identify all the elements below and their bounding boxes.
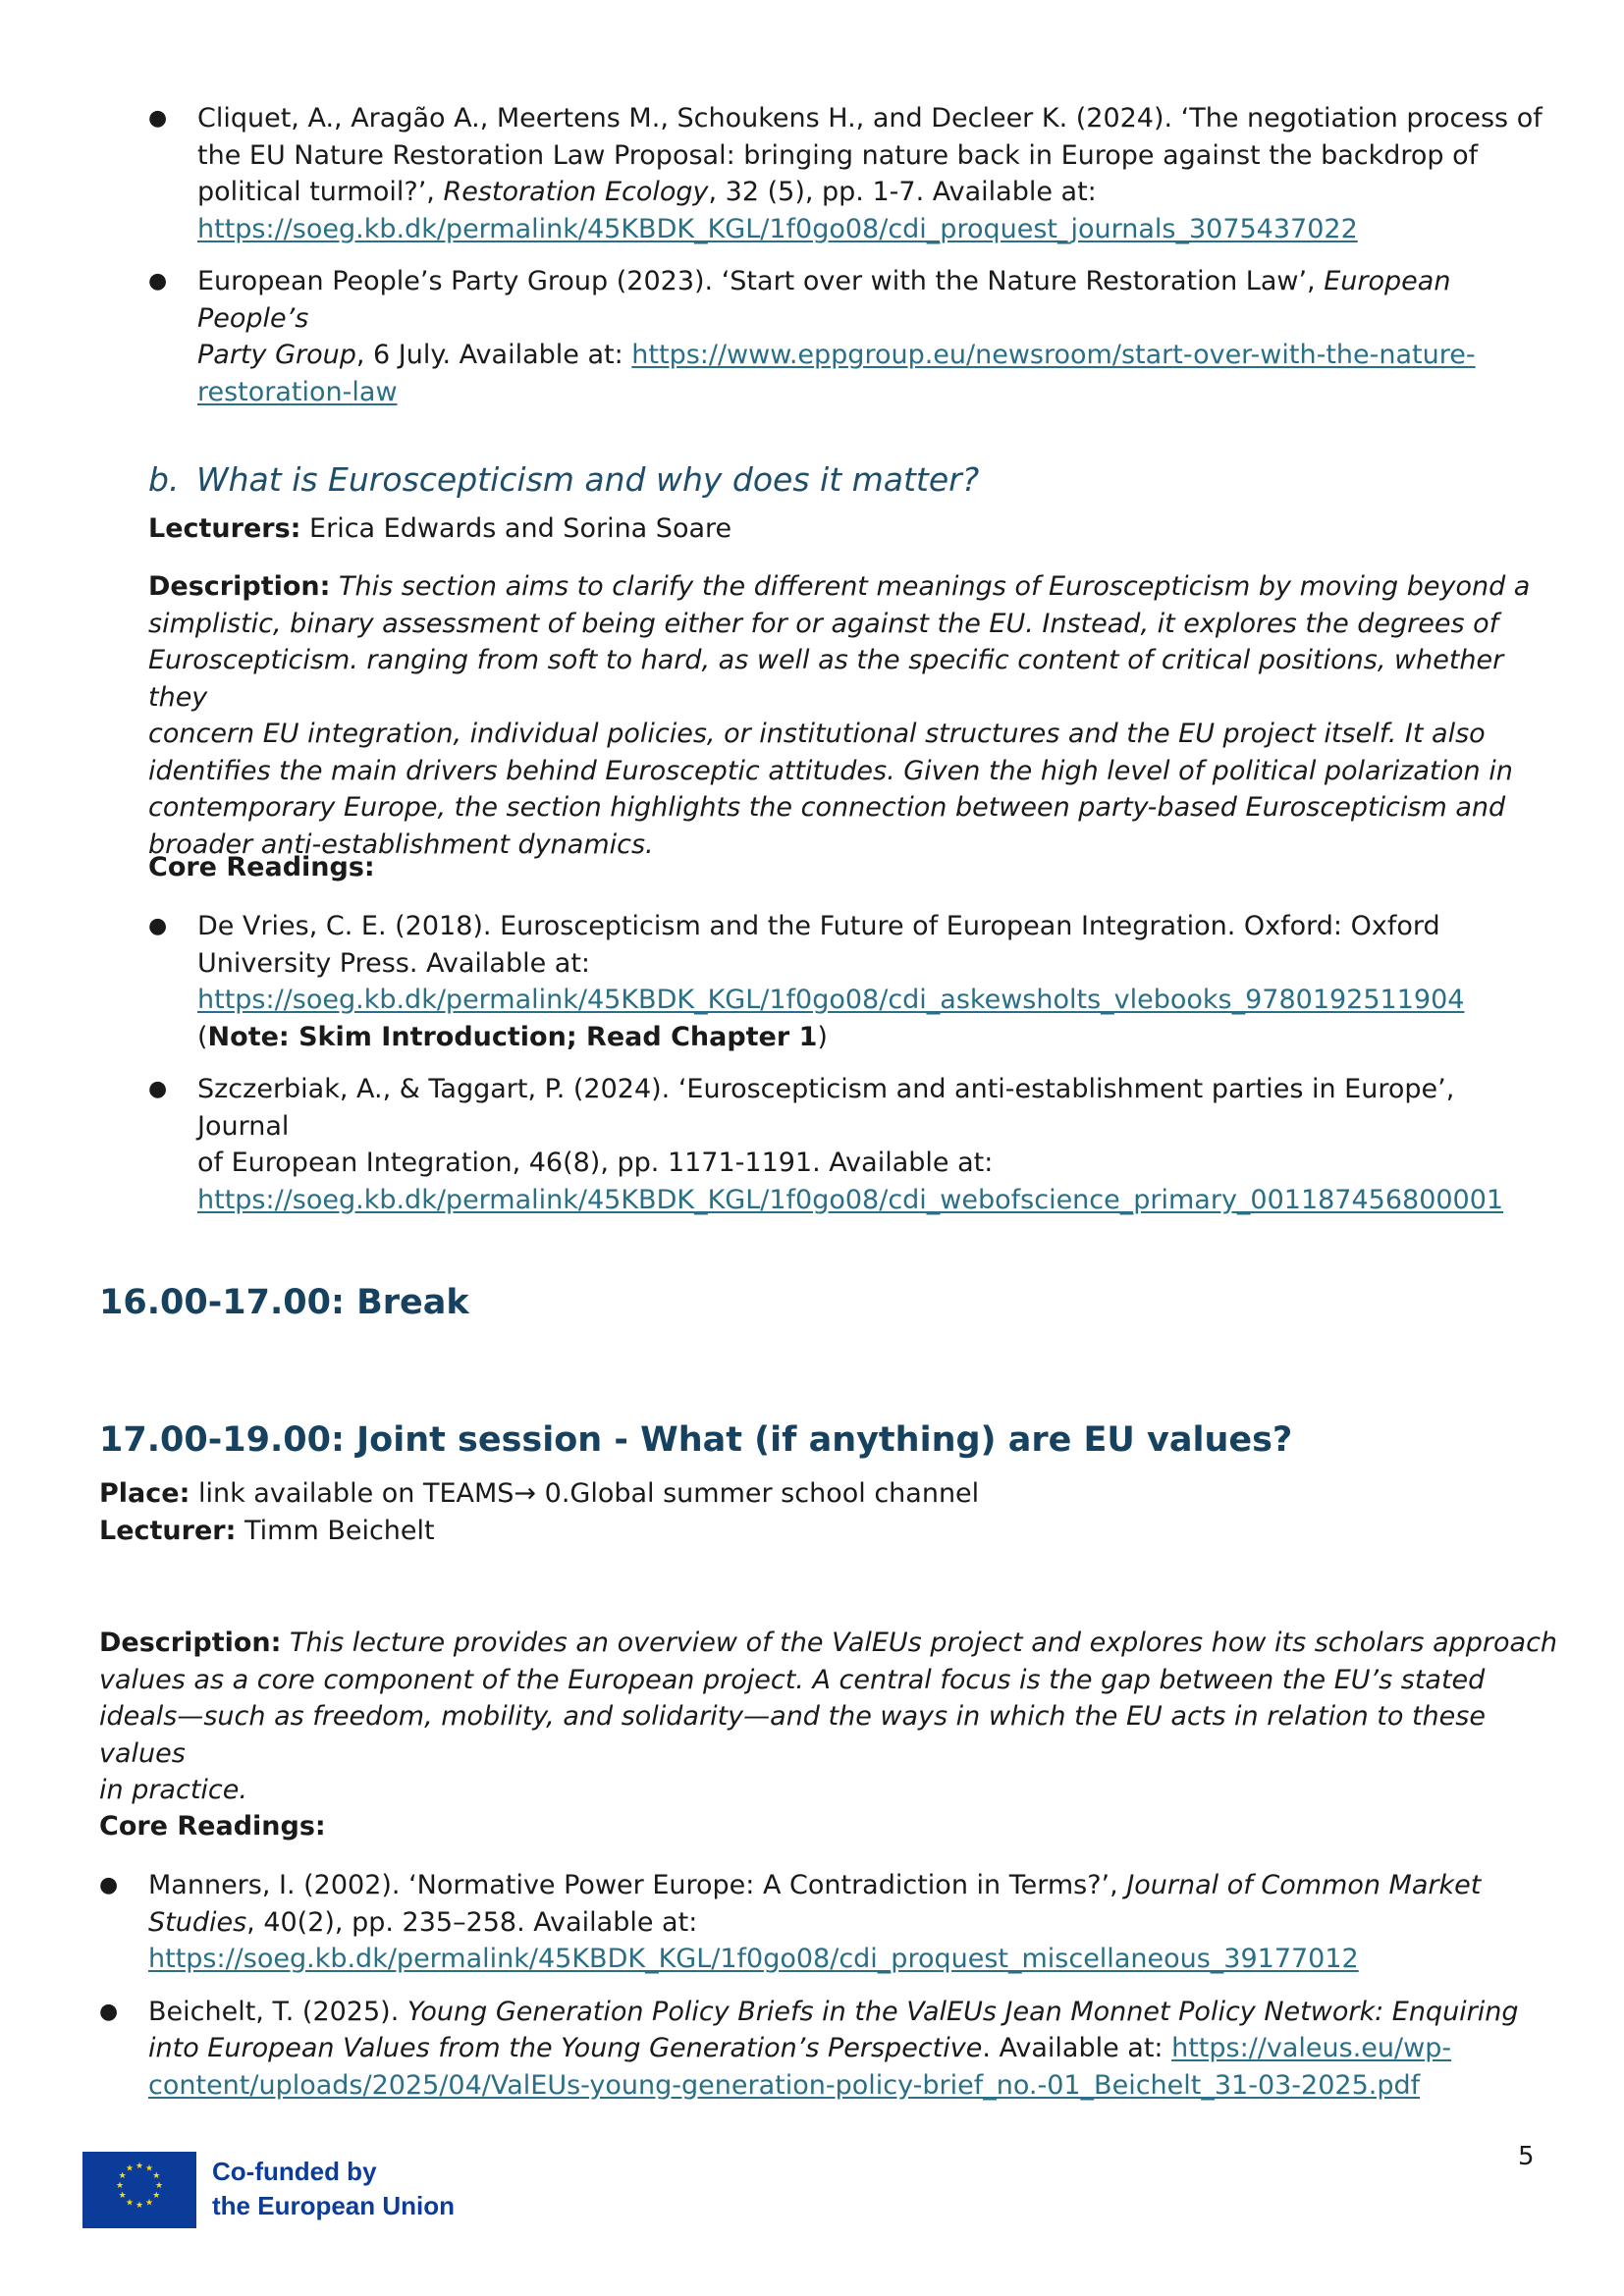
list-item: [99, 1994, 1543, 2105]
reference-link-continued[interactable]: content/uploads/2025/04/ValEUs-young-generation-policy-brief_no.-01_Beichelt_31-03-2025.pdf: [148, 2069, 1421, 2101]
svg-text:★: ★: [125, 2163, 135, 2174]
svg-text:★: ★: [144, 2163, 154, 2174]
joint-session-reading-list: [99, 1867, 1543, 2104]
break-heading: 16.00-17.00: Break: [99, 1283, 469, 1322]
bullet-icon: ●: [148, 1077, 168, 1101]
section-b-reading-list: [148, 908, 1543, 1218]
session-details: [99, 1475, 979, 1549]
joint-session-heading: 17.00-19.00: Joint session - What (if anything) are EU values?: [99, 1420, 1293, 1460]
reference-link[interactable]: https://soeg.kb.dk/permalink/45KBDK_KGL/1f0go08/cdi_proquest_journals_3075437022: [197, 213, 1358, 244]
subsection-letter: b.: [148, 460, 180, 499]
joint-session-description: Description: This lecture provides an overview of the ValEUs project and explores how its scholars approach values as a core component of the European project. A central focus is the gap between the EU’s stated ideals—such as freedom, mobility, and solidarity—and the ways in which the EU acts in relation to these values in practice.: [99, 1628, 1558, 1805]
list-item: [99, 1867, 1543, 1978]
reference-text: De Vries, C. E. (2018). Euroscepticism and the Future of European Integration. Oxford: Oxford: [197, 911, 1440, 941]
subsection-heading: [148, 460, 979, 500]
reference-text: Party Group, 6 July. Available at: https://www.eppgroup.eu/newsroom/start-over-with-the-nature-: [197, 340, 1476, 370]
reference-text: European People’s Party Group (2023). ‘Start over with the Nature Restoration Law’, European People’s: [197, 266, 1451, 334]
section-b-description: Description: This section aims to clarify the different meanings of Euroscepticism by moving beyond a simplistic, binary assessment of being either for or against the EU. Instead, it explores the degrees of Euroscepticism. ranging from soft to hard, as well as the specific content of critical positions, whether they concern EU integration, individual policies, or institutional structures and the EU project itself. It also identifies the main drivers behind Eurosceptic attitudes. Given the high level of political polarization in contemporary Europe, the section highlights the connection between party-based Euroscepticism and broader anti-establishment dynamics.: [148, 571, 1531, 860]
reference-link[interactable]: https://www.eppgroup.eu/newsroom/start-over-with-the-nature-: [631, 340, 1476, 370]
reference-text: Manners, I. (2002). ‘Normative Power Europe: A Contradiction in Terms?’, Journal of Common Market: [148, 1870, 1482, 1900]
bullet-icon: ●: [148, 914, 168, 938]
svg-text:★: ★: [118, 2191, 127, 2202]
core-readings-label: Core Readings:: [148, 852, 375, 882]
svg-text:★: ★: [118, 2170, 127, 2181]
reference-link[interactable]: https://soeg.kb.dk/permalink/45KBDK_KGL/1f0go08/cdi_webofscience_primary_001187456800001: [197, 1184, 1504, 1215]
svg-text:★: ★: [154, 2181, 164, 2191]
list-item: [148, 1071, 1543, 1218]
page-number: 5: [1518, 2142, 1535, 2171]
list-item: [148, 908, 1543, 1055]
svg-text:★: ★: [135, 2201, 144, 2211]
reference-text: into European Values from the Young Generation’s Perspective. Available at: https://valeus.eu/wp-: [148, 2033, 1452, 2063]
bullet-icon: ●: [148, 106, 168, 131]
reference-text: Studies, 40(2), pp. 235–258. Available at:: [148, 1906, 698, 1938]
svg-text:★: ★: [135, 2162, 144, 2171]
place-line: Place: link available on TEAMS→ 0.Global summer school channel: [99, 1478, 980, 1509]
bullet-icon: ●: [99, 1873, 119, 1897]
reference-link-continued[interactable]: restoration-law: [197, 376, 398, 407]
top-reference-list: [148, 100, 1543, 410]
reference-text: political turmoil?’, Restoration Ecology, 32 (5), pp. 1-7. Available at:: [197, 177, 1097, 207]
svg-text:★: ★: [152, 2170, 161, 2181]
bullet-icon: ●: [99, 1999, 119, 2024]
lecturers-line: Lecturers: Erica Edwards and Sorina Soare: [148, 513, 732, 544]
lecturer-line: Lecturer: Timm Beichelt: [99, 1515, 435, 1546]
core-readings-label: Core Readings:: [99, 1811, 326, 1842]
reference-text: Szczerbiak, A., & Taggart, P. (2024). ‘Euroscepticism and anti-establishment parties in Europe’, Journal: [197, 1074, 1455, 1142]
eu-flag-icon: [82, 2152, 196, 2228]
bullet-icon: ●: [148, 269, 168, 294]
svg-text:★: ★: [115, 2181, 125, 2191]
reference-link[interactable]: https://soeg.kb.dk/permalink/45KBDK_KGL/1f0go08/cdi_proquest_miscellaneous_39177012: [148, 1944, 1359, 1974]
svg-text:★: ★: [144, 2198, 154, 2209]
reference-link[interactable]: https://soeg.kb.dk/permalink/45KBDK_KGL/1f0go08/cdi_askewsholts_vlebooks_9780192511904: [197, 985, 1465, 1015]
reference-text: the EU Nature Restoration Law Proposal: bringing nature back in Europe against the backdrop of: [197, 139, 1479, 171]
list-item: [148, 100, 1543, 247]
list-item: [148, 263, 1543, 410]
subsection-title: What is Euroscepticism and why does it matter?: [196, 460, 980, 499]
svg-text:★: ★: [152, 2191, 161, 2202]
reference-text: of European Integration, 46(8), pp. 1171-1191. Available at:: [197, 1148, 994, 1178]
reference-text: Beichelt, T. (2025). Young Generation Policy Briefs in the ValEUs Jean Monnet Policy Network: Enquiring: [148, 1996, 1519, 2027]
reference-text: Cliquet, A., Aragão A., Meertens M., Schoukens H., and Decleer K. (2024). ‘The negotiation process of: [197, 103, 1543, 133]
funding-statement: Co-funded by the European Union: [212, 2157, 455, 2220]
svg-text:★: ★: [125, 2198, 135, 2209]
reference-text: University Press. Available at:: [197, 947, 591, 979]
reading-note: (Note: Skim Introduction; Read Chapter 1): [197, 1021, 828, 1052]
reference-link[interactable]: https://valeus.eu/wp-: [1171, 2033, 1452, 2063]
